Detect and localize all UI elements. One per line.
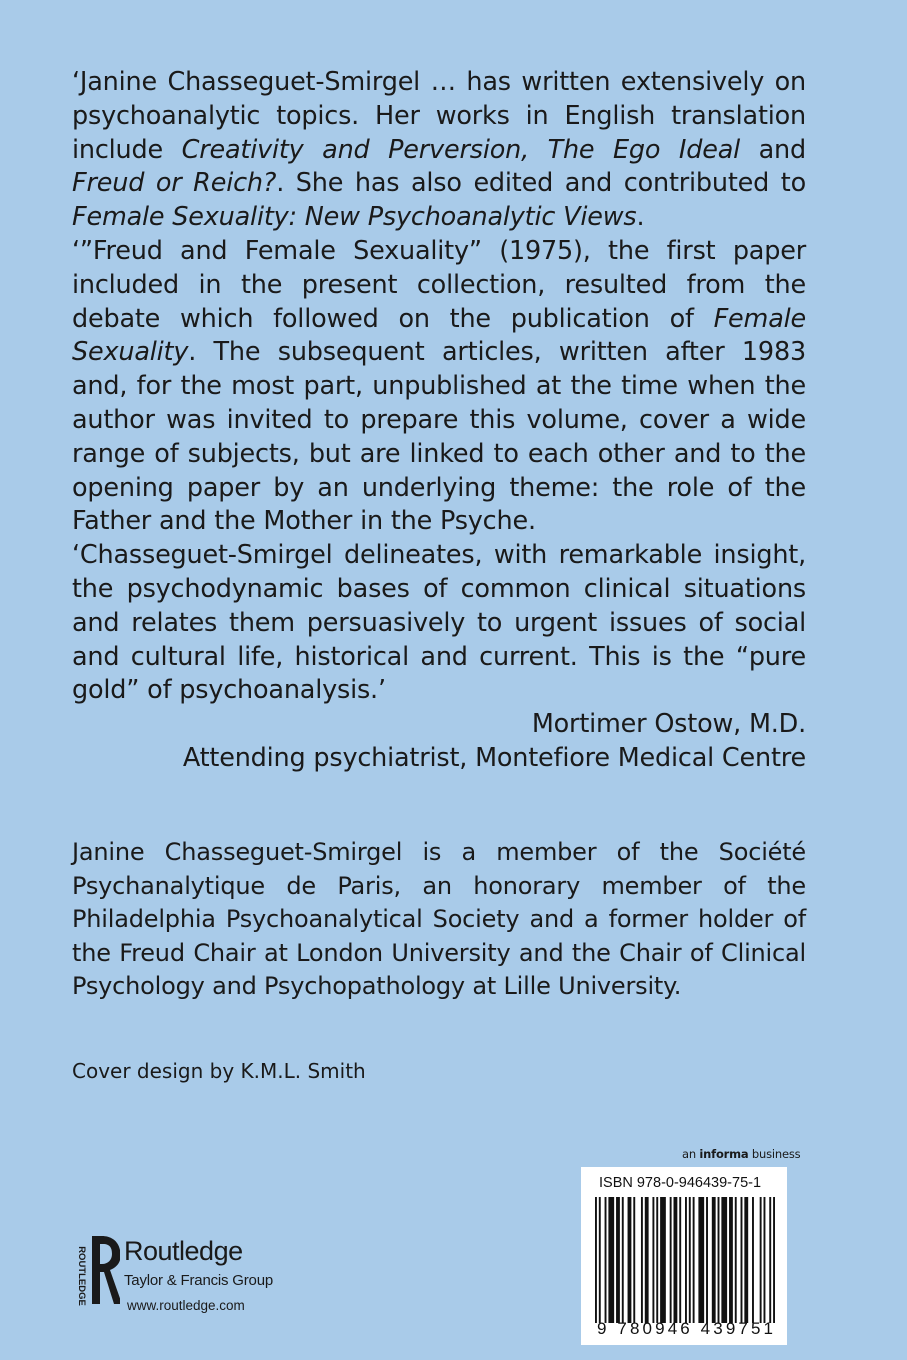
author-bio-text: Janine Chasseguet-Smirgel is a member of the Société Psychanalytique de Paris, an honorary member of the Philadelphia Psychoanalytical Society and a former holder of the Freud Chair at London University and the Chair of Clinical Psychology and Psychopathology at Lille University. xyxy=(72,838,806,1000)
author-bio xyxy=(72,836,806,1004)
barcode-bar xyxy=(628,1197,632,1323)
attribution-role: Attending psychiatrist, Montefiore Medical Centre xyxy=(182,742,806,773)
barcode-bar xyxy=(660,1197,666,1323)
barcode-digits xyxy=(595,1317,775,1339)
blurb-text: . The subsequent articles, written after 1983 and, for the most part, unpublished at the time when the author was invited to prepare this volume, cover a wide range of subjects, but are linked to each other and to the opening paper by an underlying theme: the role of the Father and the Mother in the Psyche. xyxy=(72,337,806,537)
blurb-text: ‘”Freud and Female Sexuality” (1975), the first paper included in the present collection, resulted from the debate which followed on the publication of xyxy=(72,235,806,334)
barcode-bar xyxy=(595,1197,597,1323)
cover-design-credit: Cover design by K.M.L. Smith xyxy=(72,1059,366,1083)
isbn-label: ISBN 978-0-946439-75-1 xyxy=(599,1175,762,1191)
informa-suffix: business xyxy=(748,1147,801,1161)
barcode-bar xyxy=(622,1197,624,1323)
barcode-bar xyxy=(608,1197,614,1323)
blurb-text: and xyxy=(740,134,806,165)
barcode-bar xyxy=(633,1197,635,1323)
back-cover-blurb xyxy=(72,66,806,776)
informa-brand: informa xyxy=(699,1147,749,1161)
publisher-name: Routledge xyxy=(124,1236,243,1266)
barcode-bar xyxy=(652,1197,654,1323)
blurb-text: . She has also edited and contributed to xyxy=(276,168,806,199)
routledge-vertical-mark: ROUTLEDGE xyxy=(76,1246,87,1306)
routledge-r-mark-icon xyxy=(70,1232,120,1320)
barcode-icon xyxy=(595,1197,775,1323)
barcode-bar xyxy=(616,1197,620,1323)
barcode-bar xyxy=(685,1197,687,1323)
blurb-text: . xyxy=(636,202,645,233)
informa-tagline xyxy=(682,1147,800,1161)
barcode-bar xyxy=(718,1197,720,1323)
barcode-bar xyxy=(693,1197,695,1323)
book-title: Female Sexuality: New Psychoanalytic Views xyxy=(72,202,637,233)
barcode-bar xyxy=(744,1197,748,1323)
barcode-bar xyxy=(706,1197,708,1323)
barcode-bar xyxy=(698,1197,704,1323)
book-title: Female Sexuality xyxy=(72,303,806,368)
barcode-number: 9 780946 439751 xyxy=(597,1319,773,1338)
barcode-bar xyxy=(729,1197,733,1323)
barcode-bar xyxy=(735,1197,737,1323)
blurb-text: ‘Janine Chasseguet-Smirgel … has written extensively on psychoanalytic topics. Her works in English translation include xyxy=(72,67,806,165)
barcode-bar xyxy=(712,1197,716,1323)
book-title: Creativity and Perversion, The Ego Ideal xyxy=(181,134,741,165)
book-title: Freud or Reich? xyxy=(72,168,277,199)
barcode-bar xyxy=(764,1197,766,1323)
barcode-bar xyxy=(670,1197,672,1323)
attribution-name: Mortimer Ostow, M.D. xyxy=(531,709,806,740)
blurb-paragraph-2 xyxy=(72,235,806,539)
barcode-bar xyxy=(679,1197,681,1323)
informa-prefix: an xyxy=(682,1147,700,1161)
barcode-bar xyxy=(641,1197,643,1323)
blurb-paragraph-1 xyxy=(72,66,806,235)
blurb-paragraph-3: ‘Chasseguet-Smirgel delineates, with remarkable insight, the psychodynamic bases of common clinical situations and relates them persuasively to urgent issues of social and cultural life, historical and current. This is the “pure gold” of psychoanalysis.’ xyxy=(72,540,806,706)
barcode-bar xyxy=(752,1197,754,1323)
barcode-bar xyxy=(760,1197,762,1323)
isbn-barcode xyxy=(581,1167,787,1345)
barcode-bar xyxy=(773,1197,775,1323)
barcode-bar xyxy=(689,1197,691,1323)
barcode-bar xyxy=(769,1197,771,1323)
publisher-group: Taylor & Francis Group xyxy=(124,1272,273,1289)
barcode-bar xyxy=(674,1197,678,1323)
barcode-bar xyxy=(599,1197,601,1323)
barcode-bar xyxy=(741,1197,743,1323)
barcode-bar xyxy=(656,1197,658,1323)
barcode-bar xyxy=(645,1197,649,1323)
barcode-bar xyxy=(721,1197,727,1323)
barcode-bar xyxy=(605,1197,607,1323)
publisher-url: www.routledge.com xyxy=(127,1298,245,1313)
